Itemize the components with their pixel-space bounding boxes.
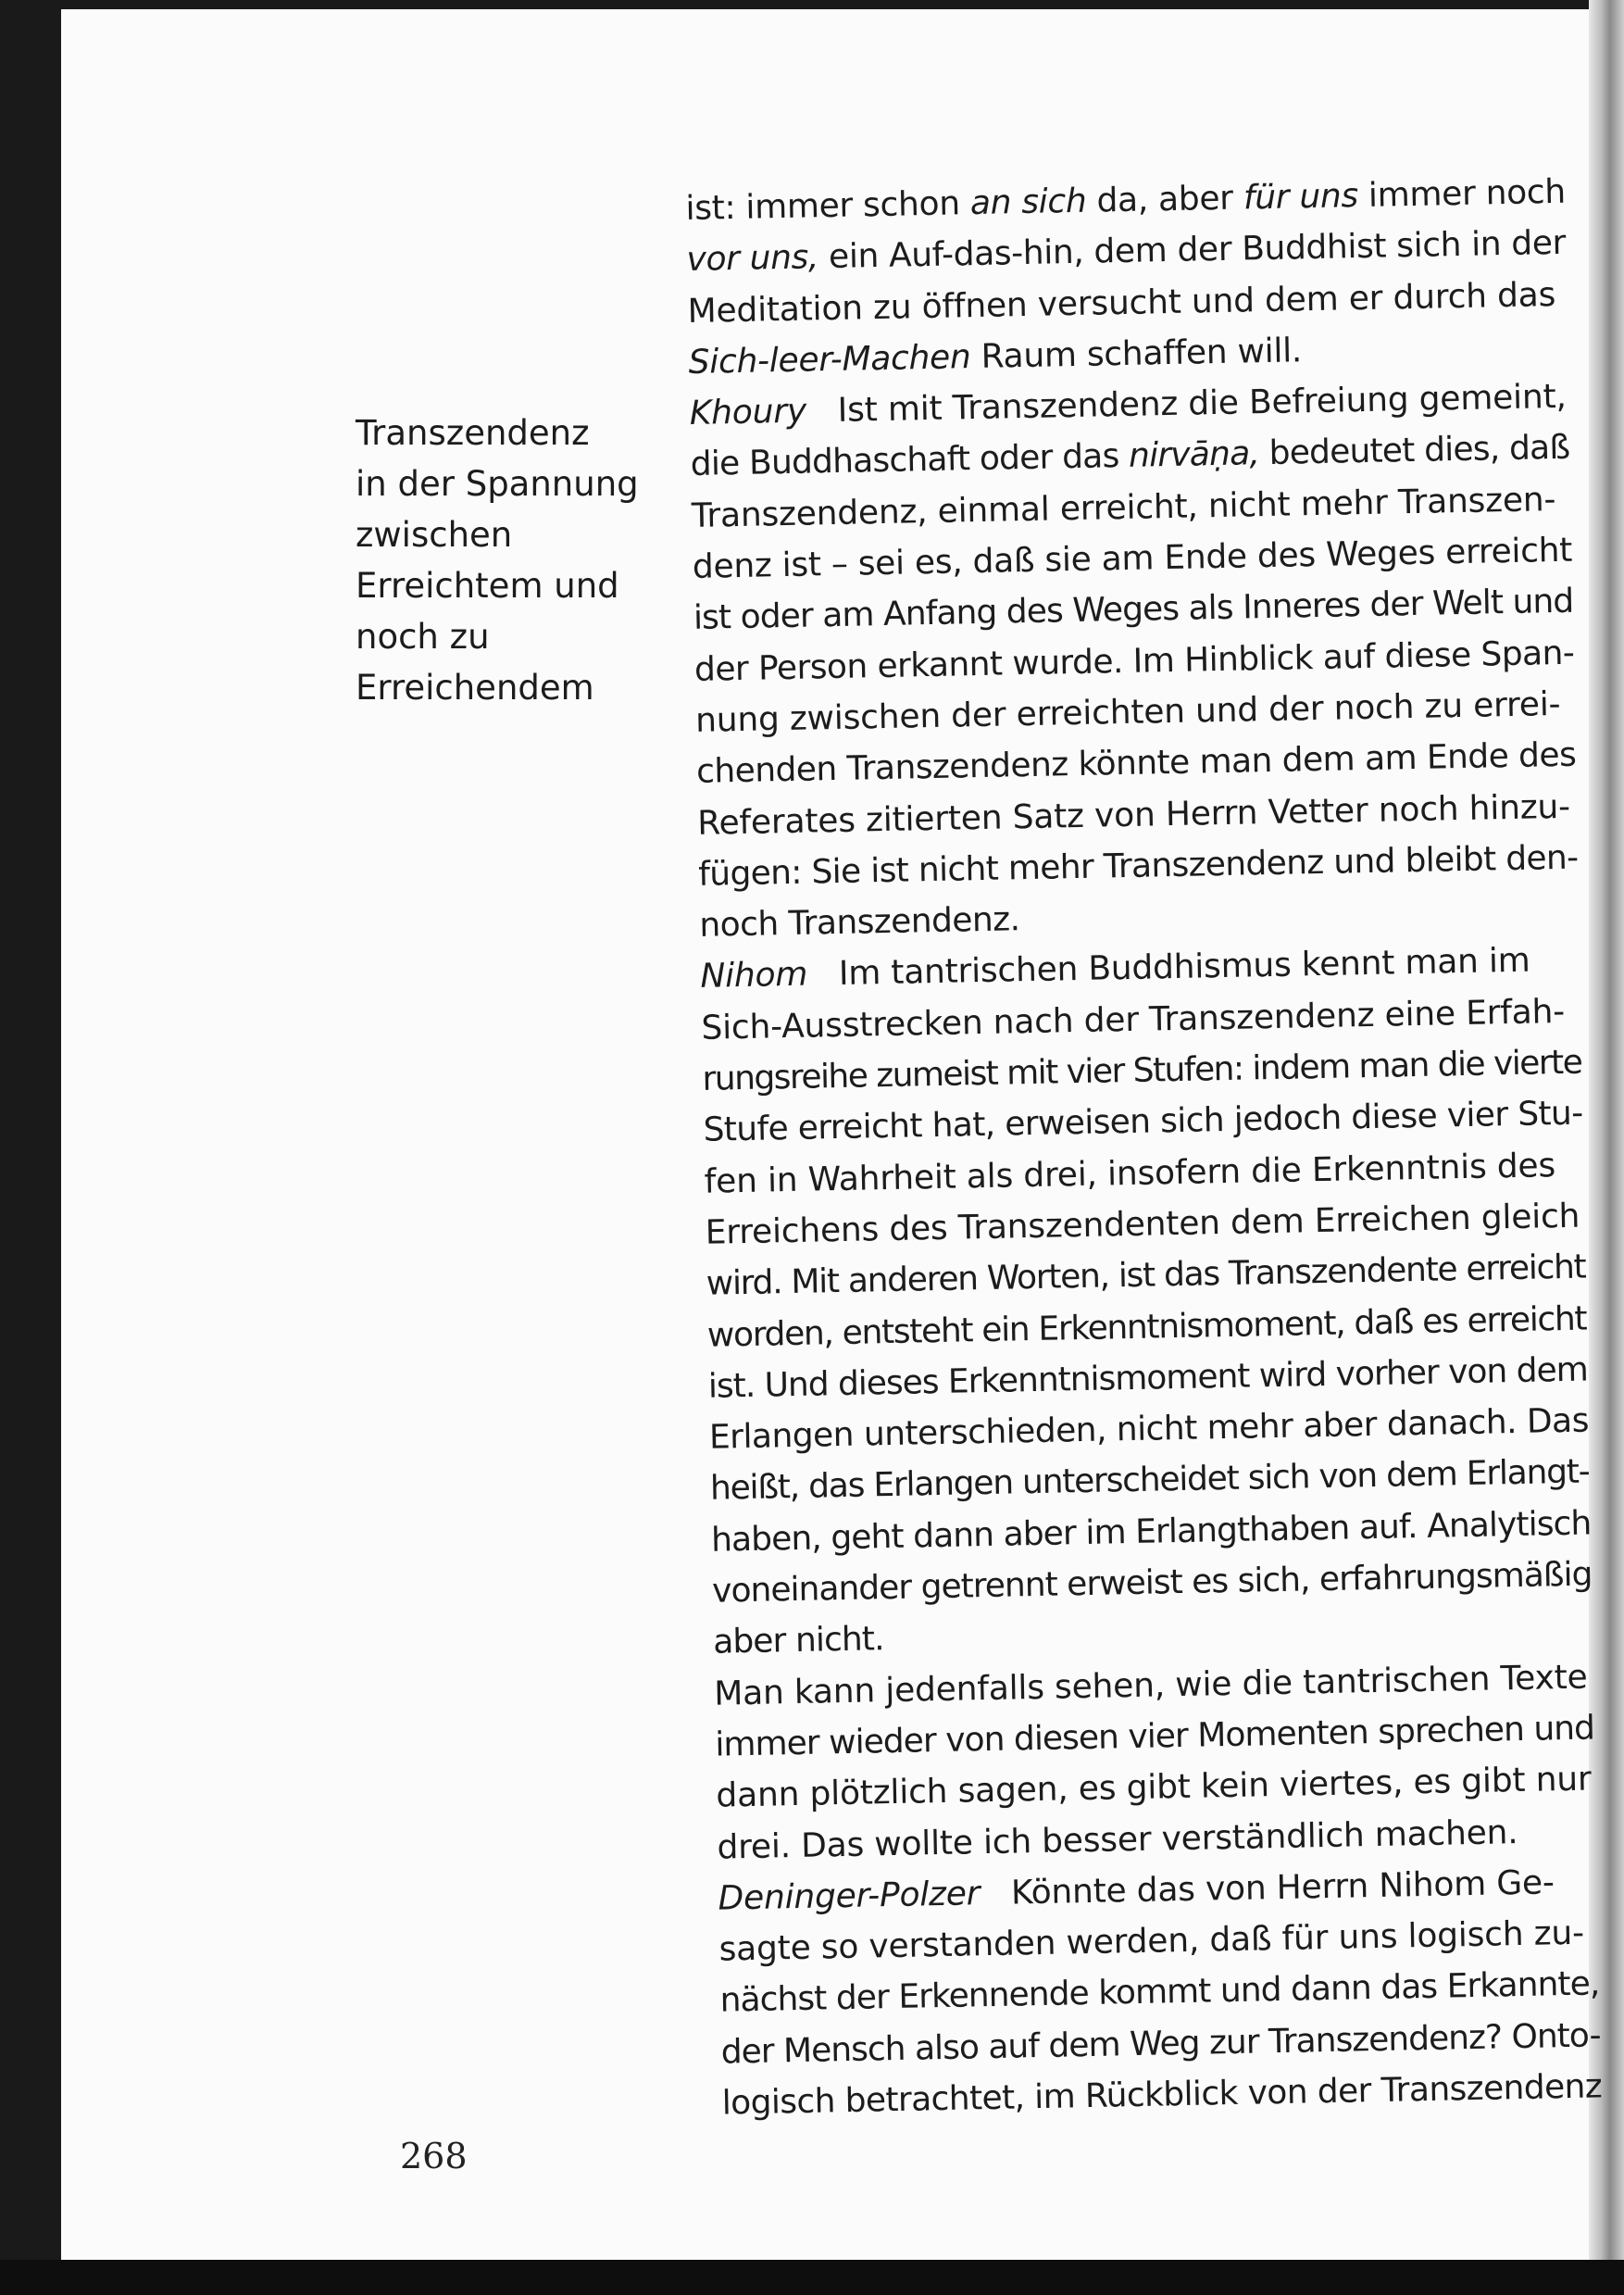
text-line: Erreichens des Transzendenten dem Erreichen gleich [705,1197,1580,1252]
text-line: haben, geht dann aber im Erlangthaben auf. Analytisch [710,1504,1592,1560]
text-line: rungsreihe zumeist mit vier Stufen: indem man die vierte [702,1043,1582,1098]
margin-note-line: noch zu [356,617,490,657]
text-line: noch Transzendenz. [698,900,1020,946]
speaker-name: Khoury [689,392,807,433]
margin-note-line: in der Spannung [356,464,639,504]
text-line: chenden Transzendenz könnte man dem am Ende des [695,735,1577,792]
text-line: Man kann jedenfalls sehen, wie die tantrischen Texte [713,1658,1588,1713]
text-line: Sich-Ausstrecken nach der Transzendenz eine Erfah- [701,992,1566,1047]
speaker-line-nihom: Nihom Im tantrischen Buddhismus kennt man im [700,942,1530,997]
speaker-name: Nihom [700,956,808,997]
text-line: heißt, das Erlangen unterscheidet sich von dem Erlangt- [709,1452,1590,1509]
text-line: denz ist – sei es, daß sie am Ende des Weges erreicht [692,531,1573,586]
text-line: ist. Und dieses Erkenntnismoment wird vorher von dem [707,1350,1589,1406]
text-line: Transzendenz, einmal erreicht, nicht mehr Transzen- [691,480,1556,535]
text-line: fügen: Sie ist nicht mehr Transzendenz und bleibt den- [697,838,1579,894]
margin-note-line: Erreichendem [356,668,594,708]
text-line: ist oder am Anfang des Weges als Inneres der Welt und [693,583,1574,638]
text-line: aber nicht. [712,1620,884,1662]
text-line: dann plötzlich sagen, es gibt kein viertes, es gibt nur [716,1760,1592,1815]
text-line: immer wieder von diesen vier Momenten sprechen und [714,1709,1595,1764]
margin-note-line: zwischen [356,515,513,555]
text-line: voneinander getrennt erweist es sich, erfahrungsmäßig [711,1555,1593,1611]
margin-note-line: Erreichtem und [356,566,619,606]
text-line: Erlangen unterschieden, nicht mehr aber danach. Das [708,1401,1590,1457]
text-line: vor uns, ein Auf-das-hin, dem der Buddhist sich in der [686,224,1567,280]
speaker-line-khoury: Khoury Ist mit Transzendenz die Befreiung gemeint, [689,377,1568,433]
text-line: Sich-leer-Machen Raum schaffen will. [688,332,1303,382]
text-line: Stufe erreicht hat, erweisen sich jedoch diese vier Stu- [703,1094,1583,1150]
text-line: logisch betrachtet, im Rückblick von der Transzendenz [721,2067,1603,2123]
text-line: nächst der Erkennende kommt und dann das Erkannte, [719,1964,1600,2021]
text-line: sagte so verstanden werden, daß für uns logisch zu- [718,1913,1585,1969]
margin-note-line: Transzendenz [356,413,590,453]
text-line: wird. Mit anderen Worten, ist das Transzendente erreicht [706,1248,1586,1304]
page-edge-bottom [0,2260,1624,2295]
text-line: Referates zitierten Satz von Herrn Vetter noch hinzu- [696,787,1571,843]
body-text [685,167,1611,2129]
speaker-line-deninger-polzer: Deninger-Polzer Könnte das von Herrn Nihom Ge- [718,1863,1555,1918]
text-line: drei. Das wollte ich besser verständlich machen. [717,1812,1518,1867]
margin-note [356,408,661,713]
speaker-name: Deninger-Polzer [718,1875,981,1918]
text-line: Meditation zu öffnen versucht und dem er durch das [687,275,1556,331]
text-line: die Buddhaschaft oder das nirvāṇa, bedeutet dies, daß [690,429,1570,484]
text-line: ist: immer schon an sich da, aber für uns immer noch [685,172,1567,228]
text-line: nung zwischen der erreichten und der noch zu errei- [694,684,1561,740]
text-line: worden, entsteht ein Erkenntnismoment, daß es erreicht [706,1299,1587,1355]
text-line: der Person erkannt wurde. Im Hinblick auf diese Span- [693,633,1575,689]
page-number: 268 [400,2136,468,2176]
text-line: der Mensch also auf dem Weg zur Transzendenz? Onto- [720,2016,1601,2072]
text-line: fen in Wahrheit als drei, insofern die Erkenntnis des [704,1146,1556,1201]
